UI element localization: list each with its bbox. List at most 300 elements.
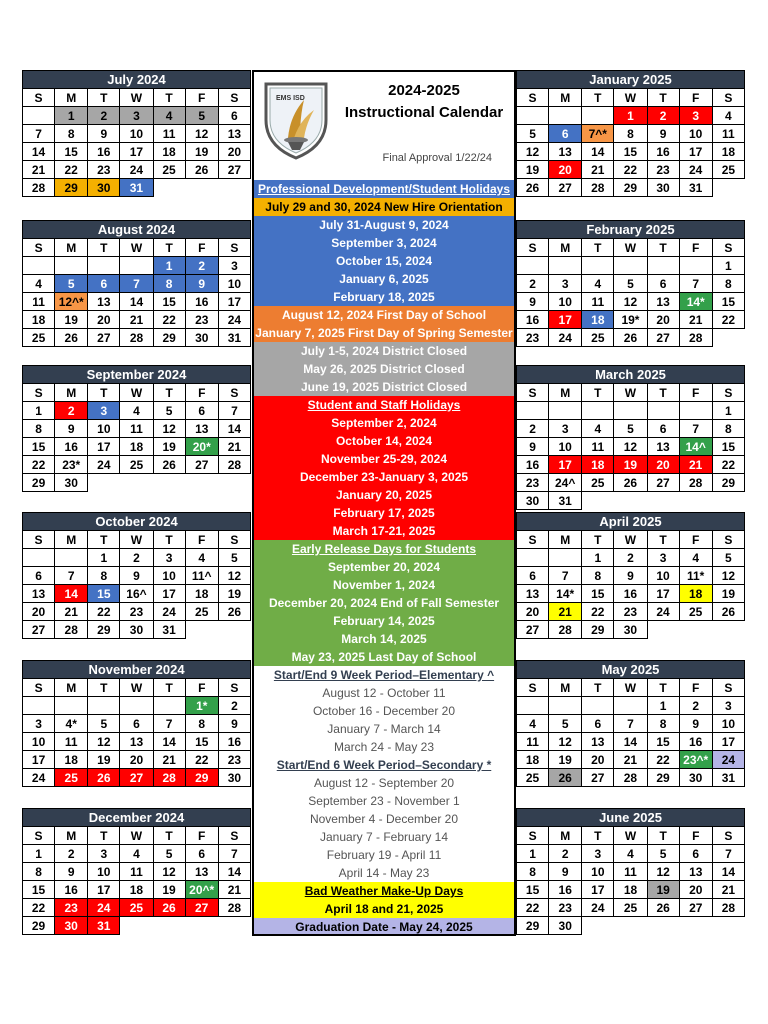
day-cell: 4 <box>120 402 153 420</box>
day-cell: 20* <box>185 438 218 456</box>
day-cell: 27 <box>679 899 712 917</box>
day-cell: 8 <box>712 420 744 438</box>
day-cell: 10 <box>153 567 185 585</box>
day-cell: 21 <box>712 881 744 899</box>
day-cell: 13 <box>549 143 582 161</box>
day-cell: 21 <box>679 456 712 474</box>
day-cell: 18 <box>23 311 55 329</box>
day-cell: 25 <box>120 456 153 474</box>
day-cell: 15 <box>23 881 55 899</box>
day-cell: 1 <box>153 257 185 275</box>
day-cell: 16 <box>218 733 250 751</box>
day-cell: 20 <box>120 751 153 769</box>
day-cell: 30 <box>185 329 218 347</box>
empty-cell <box>88 697 120 715</box>
month-title: July 2024 <box>23 71 251 89</box>
day-cell: 6 <box>549 125 582 143</box>
empty-cell <box>647 402 679 420</box>
day-cell: 13 <box>185 420 218 438</box>
day-cell: 7 <box>549 567 582 585</box>
empty-cell <box>23 107 55 125</box>
day-cell: 3 <box>153 549 185 567</box>
day-cell: 10 <box>582 863 614 881</box>
day-cell: 7 <box>679 420 712 438</box>
weekday-label: T <box>647 384 679 402</box>
weekday-label: S <box>218 827 250 845</box>
day-cell: 16 <box>55 438 88 456</box>
empty-cell <box>88 257 120 275</box>
day-cell: 29 <box>614 179 647 197</box>
weekday-label: M <box>55 827 88 845</box>
day-cell: 21 <box>23 161 55 179</box>
day-cell: 7 <box>23 125 55 143</box>
day-cell: 10 <box>549 293 582 311</box>
day-cell: 22 <box>185 751 218 769</box>
month-december-2024 <box>22 808 251 935</box>
day-cell: 2 <box>517 275 549 293</box>
day-cell: 28 <box>153 769 185 787</box>
month-february-2025 <box>516 220 745 347</box>
day-cell: 19 <box>153 881 185 899</box>
weekday-label: M <box>55 239 88 257</box>
day-cell: 28 <box>218 456 250 474</box>
day-cell: 22 <box>647 751 679 769</box>
day-cell: 2 <box>647 107 679 125</box>
day-cell: 10 <box>549 438 582 456</box>
month-title: June 2025 <box>517 809 745 827</box>
weekday-label: T <box>153 89 185 107</box>
weekday-label: M <box>55 89 88 107</box>
day-cell: 5 <box>88 715 120 733</box>
day-cell: 29 <box>88 621 120 639</box>
day-cell: 19 <box>55 311 88 329</box>
weekday-label: T <box>88 827 120 845</box>
legend-line: October 16 - December 20 <box>252 702 516 720</box>
day-cell: 8 <box>153 275 185 293</box>
day-cell: 28 <box>712 899 744 917</box>
day-cell: 26 <box>55 329 88 347</box>
day-cell: 1 <box>23 402 55 420</box>
day-cell: 3 <box>679 107 712 125</box>
day-cell: 22 <box>614 161 647 179</box>
weekday-label: F <box>185 89 218 107</box>
day-cell: 10 <box>218 275 250 293</box>
legend-line: November 1, 2024 <box>252 576 516 594</box>
day-cell: 28 <box>549 621 582 639</box>
weekday-label: S <box>23 384 55 402</box>
day-cell: 13 <box>23 585 55 603</box>
month-august-2024 <box>22 220 251 347</box>
empty-cell <box>23 549 55 567</box>
day-cell: 25 <box>582 474 614 492</box>
day-cell: 30 <box>517 492 549 510</box>
day-cell: 8 <box>23 420 55 438</box>
weekday-label: M <box>549 384 582 402</box>
day-cell: 15 <box>712 293 744 311</box>
weekday-label: W <box>120 827 153 845</box>
day-cell: 2 <box>120 549 153 567</box>
weekday-label: S <box>218 679 250 697</box>
empty-cell <box>582 257 614 275</box>
day-cell: 29 <box>23 474 55 492</box>
legend-line: Graduation Date - May 24, 2025 <box>252 918 516 936</box>
day-cell: 14 <box>218 863 250 881</box>
day-cell: 8 <box>88 567 120 585</box>
weekday-label: M <box>55 531 88 549</box>
day-cell: 25 <box>582 329 614 347</box>
day-cell: 17 <box>153 585 185 603</box>
day-cell: 16 <box>185 293 218 311</box>
day-cell: 27 <box>647 474 679 492</box>
day-cell: 8 <box>614 125 647 143</box>
day-cell: 4 <box>120 845 153 863</box>
day-cell: 20 <box>218 143 250 161</box>
calendar-header <box>252 70 516 180</box>
day-cell: 22 <box>88 603 120 621</box>
empty-cell <box>712 329 744 347</box>
day-cell: 22 <box>23 456 55 474</box>
day-cell: 22 <box>23 899 55 917</box>
day-cell: 24 <box>153 603 185 621</box>
month-july-2024 <box>22 70 251 197</box>
day-cell: 17 <box>647 585 679 603</box>
day-cell: 22 <box>55 161 88 179</box>
day-cell: 7^* <box>582 125 614 143</box>
day-cell: 19* <box>614 311 647 329</box>
legend-line: March 17-21, 2025 <box>252 522 516 540</box>
day-cell: 12 <box>549 733 582 751</box>
day-cell: 12 <box>614 293 647 311</box>
weekday-label: T <box>582 679 614 697</box>
day-cell: 6 <box>185 402 218 420</box>
weekday-label: W <box>614 89 647 107</box>
weekday-label: T <box>153 679 185 697</box>
day-cell: 11 <box>582 438 614 456</box>
empty-cell <box>549 549 582 567</box>
day-cell: 14* <box>549 585 582 603</box>
day-cell: 25 <box>55 769 88 787</box>
calendar-title <box>336 80 512 124</box>
empty-cell <box>614 492 647 510</box>
day-cell: 17 <box>218 293 250 311</box>
legend-line: November 4 - December 20 <box>252 810 516 828</box>
weekday-label: S <box>23 89 55 107</box>
day-cell: 16 <box>679 733 712 751</box>
month-title: March 2025 <box>517 366 745 384</box>
day-cell: 17 <box>549 456 582 474</box>
empty-cell <box>218 621 250 639</box>
day-cell: 20^* <box>185 881 218 899</box>
empty-cell <box>582 917 614 935</box>
day-cell: 15 <box>712 438 744 456</box>
day-cell: 8 <box>23 863 55 881</box>
empty-cell <box>582 107 614 125</box>
legend-heading: Professional Development/Student Holidays <box>252 180 516 198</box>
day-cell: 16^ <box>120 585 153 603</box>
day-cell: 26 <box>614 474 647 492</box>
day-cell: 21 <box>120 311 153 329</box>
day-cell: 15 <box>153 293 185 311</box>
day-cell: 2 <box>55 845 88 863</box>
weekday-label: M <box>549 679 582 697</box>
day-cell: 9 <box>120 567 153 585</box>
day-cell: 11^ <box>185 567 218 585</box>
day-cell: 17 <box>88 881 120 899</box>
legend-line: February 14, 2025 <box>252 612 516 630</box>
weekday-label: W <box>120 89 153 107</box>
day-cell: 27 <box>517 621 549 639</box>
empty-cell <box>23 257 55 275</box>
day-cell: 15 <box>23 438 55 456</box>
month-title: November 2024 <box>23 661 251 679</box>
day-cell: 10 <box>712 715 744 733</box>
day-cell: 11 <box>120 420 153 438</box>
day-cell: 14 <box>23 143 55 161</box>
day-cell: 26 <box>549 769 582 787</box>
day-cell: 17 <box>679 143 712 161</box>
day-cell: 31 <box>218 329 250 347</box>
weekday-label: M <box>549 239 582 257</box>
calendar-subtitle: Instructional Calendar <box>344 104 504 121</box>
month-title: December 2024 <box>23 809 251 827</box>
day-cell: 18 <box>712 143 744 161</box>
weekday-label: W <box>614 679 647 697</box>
day-cell: 15 <box>582 585 614 603</box>
day-cell: 26 <box>185 161 218 179</box>
day-cell: 2 <box>679 697 712 715</box>
day-cell: 7 <box>679 275 712 293</box>
weekday-label: M <box>549 89 582 107</box>
day-cell: 1* <box>185 697 218 715</box>
day-cell: 5 <box>517 125 549 143</box>
day-cell: 25 <box>679 603 712 621</box>
day-cell: 1 <box>517 845 549 863</box>
legend-line: December 23-January 3, 2025 <box>252 468 516 486</box>
day-cell: 14 <box>582 143 614 161</box>
weekday-label: W <box>614 531 647 549</box>
day-cell: 24 <box>647 603 679 621</box>
empty-cell <box>120 917 153 935</box>
legend-heading: Bad Weather Make-Up Days <box>252 882 516 900</box>
day-cell: 30 <box>55 917 88 935</box>
day-cell: 10 <box>23 733 55 751</box>
day-cell: 24 <box>712 751 744 769</box>
empty-cell <box>582 697 614 715</box>
day-cell: 9 <box>517 438 549 456</box>
day-cell: 4 <box>517 715 549 733</box>
day-cell: 22 <box>582 603 614 621</box>
day-cell: 3 <box>582 845 614 863</box>
year-title: 2024-2025 <box>388 82 460 99</box>
day-cell: 15 <box>614 143 647 161</box>
day-cell: 30 <box>218 769 250 787</box>
weekday-label: F <box>185 531 218 549</box>
empty-cell <box>153 179 185 197</box>
day-cell: 17 <box>23 751 55 769</box>
empty-cell <box>549 697 582 715</box>
day-cell: 24 <box>23 769 55 787</box>
day-cell: 18 <box>614 881 647 899</box>
weekday-label: S <box>517 239 549 257</box>
day-cell: 19 <box>517 161 549 179</box>
day-cell: 13 <box>647 438 679 456</box>
day-cell: 5 <box>647 845 679 863</box>
day-cell: 5 <box>614 420 647 438</box>
legend-line: May 26, 2025 District Closed <box>252 360 516 378</box>
day-cell: 4* <box>55 715 88 733</box>
weekday-label: S <box>712 679 744 697</box>
day-cell: 14* <box>679 293 712 311</box>
empty-cell <box>120 697 153 715</box>
day-cell: 23 <box>55 899 88 917</box>
day-cell: 17 <box>120 143 153 161</box>
legend-line: April 14 - May 23 <box>252 864 516 882</box>
weekday-label: T <box>647 827 679 845</box>
day-cell: 1 <box>88 549 120 567</box>
day-cell: 22 <box>153 311 185 329</box>
day-cell: 7 <box>218 845 250 863</box>
weekday-label: M <box>549 531 582 549</box>
day-cell: 29 <box>712 474 744 492</box>
day-cell: 26 <box>614 329 647 347</box>
weekday-label: W <box>120 679 153 697</box>
day-cell: 9 <box>55 863 88 881</box>
day-cell: 23 <box>517 329 549 347</box>
day-cell: 7 <box>218 402 250 420</box>
empty-cell <box>647 917 679 935</box>
day-cell: 29 <box>23 917 55 935</box>
legend-heading: Early Release Days for Students <box>252 540 516 558</box>
day-cell: 3 <box>88 402 120 420</box>
weekday-label: T <box>88 384 120 402</box>
day-cell: 25 <box>23 329 55 347</box>
day-cell: 21 <box>218 881 250 899</box>
legend-line: July 1-5, 2024 District Closed <box>252 342 516 360</box>
day-cell: 18 <box>679 585 712 603</box>
legend-line: August 12, 2024 First Day of School <box>252 306 516 324</box>
weekday-label: T <box>582 239 614 257</box>
day-cell: 19 <box>88 751 120 769</box>
day-cell: 12 <box>218 567 250 585</box>
day-cell: 6 <box>23 567 55 585</box>
weekday-label: T <box>582 827 614 845</box>
day-cell: 19 <box>218 585 250 603</box>
day-cell: 31 <box>712 769 744 787</box>
month-may-2025 <box>516 660 745 787</box>
legend-line: September 23 - November 1 <box>252 792 516 810</box>
day-cell: 14 <box>120 293 153 311</box>
weekday-label: M <box>549 827 582 845</box>
day-cell: 13 <box>582 733 614 751</box>
weekday-label: F <box>679 239 712 257</box>
day-cell: 9 <box>218 715 250 733</box>
legend-line: October 15, 2024 <box>252 252 516 270</box>
day-cell: 10 <box>88 420 120 438</box>
day-cell: 6 <box>517 567 549 585</box>
day-cell: 7 <box>153 715 185 733</box>
day-cell: 16 <box>55 881 88 899</box>
day-cell: 6 <box>88 275 120 293</box>
day-cell: 21 <box>55 603 88 621</box>
day-cell: 4 <box>23 275 55 293</box>
empty-cell <box>153 474 185 492</box>
day-cell: 1 <box>647 697 679 715</box>
day-cell: 14 <box>712 863 744 881</box>
day-cell: 27 <box>185 899 218 917</box>
empty-cell <box>185 917 218 935</box>
weekday-label: W <box>120 384 153 402</box>
empty-cell <box>88 474 120 492</box>
day-cell: 24 <box>218 311 250 329</box>
weekday-label: T <box>153 384 185 402</box>
day-cell: 13 <box>679 863 712 881</box>
day-cell: 28 <box>23 179 55 197</box>
legend-line: January 7, 2025 First Day of Spring Semester <box>252 324 516 342</box>
day-cell: 13 <box>517 585 549 603</box>
day-cell: 11 <box>582 293 614 311</box>
day-cell: 30 <box>120 621 153 639</box>
day-cell: 9 <box>679 715 712 733</box>
day-cell: 12 <box>712 567 744 585</box>
svg-text:EMS ISD: EMS ISD <box>276 95 305 102</box>
day-cell: 3 <box>88 845 120 863</box>
empty-cell <box>185 621 218 639</box>
day-cell: 12 <box>647 863 679 881</box>
day-cell: 1 <box>712 402 744 420</box>
empty-cell <box>647 492 679 510</box>
day-cell: 23 <box>120 603 153 621</box>
legend-line: June 19, 2025 District Closed <box>252 378 516 396</box>
day-cell: 25 <box>185 603 218 621</box>
day-cell: 4 <box>614 845 647 863</box>
day-cell: 25 <box>614 899 647 917</box>
day-cell: 2 <box>88 107 120 125</box>
day-cell: 18 <box>582 456 614 474</box>
day-cell: 30 <box>549 917 582 935</box>
weekday-label: T <box>647 89 679 107</box>
day-cell: 11 <box>614 863 647 881</box>
empty-cell <box>549 257 582 275</box>
day-cell: 25 <box>153 161 185 179</box>
day-cell: 13 <box>88 293 120 311</box>
day-cell: 30 <box>88 179 120 197</box>
day-cell: 28 <box>582 179 614 197</box>
legend-line: January 6, 2025 <box>252 270 516 288</box>
empty-cell <box>679 492 712 510</box>
day-cell: 21 <box>679 311 712 329</box>
center-column <box>252 70 516 936</box>
day-cell: 20 <box>582 751 614 769</box>
day-cell: 4 <box>582 275 614 293</box>
month-march-2025 <box>516 365 745 510</box>
empty-cell <box>218 179 250 197</box>
day-cell: 14^ <box>679 438 712 456</box>
day-cell: 3 <box>549 420 582 438</box>
day-cell: 24 <box>88 899 120 917</box>
day-cell: 1 <box>712 257 744 275</box>
day-cell: 3 <box>120 107 153 125</box>
weekday-label: M <box>55 384 88 402</box>
weekday-label: T <box>582 89 614 107</box>
day-cell: 6 <box>185 845 218 863</box>
day-cell: 15 <box>185 733 218 751</box>
legend-line: March 24 - May 23 <box>252 738 516 756</box>
day-cell: 3 <box>549 275 582 293</box>
weekday-label: S <box>23 239 55 257</box>
day-cell: 27 <box>582 769 614 787</box>
legend-line: August 12 - September 20 <box>252 774 516 792</box>
day-cell: 13 <box>120 733 153 751</box>
